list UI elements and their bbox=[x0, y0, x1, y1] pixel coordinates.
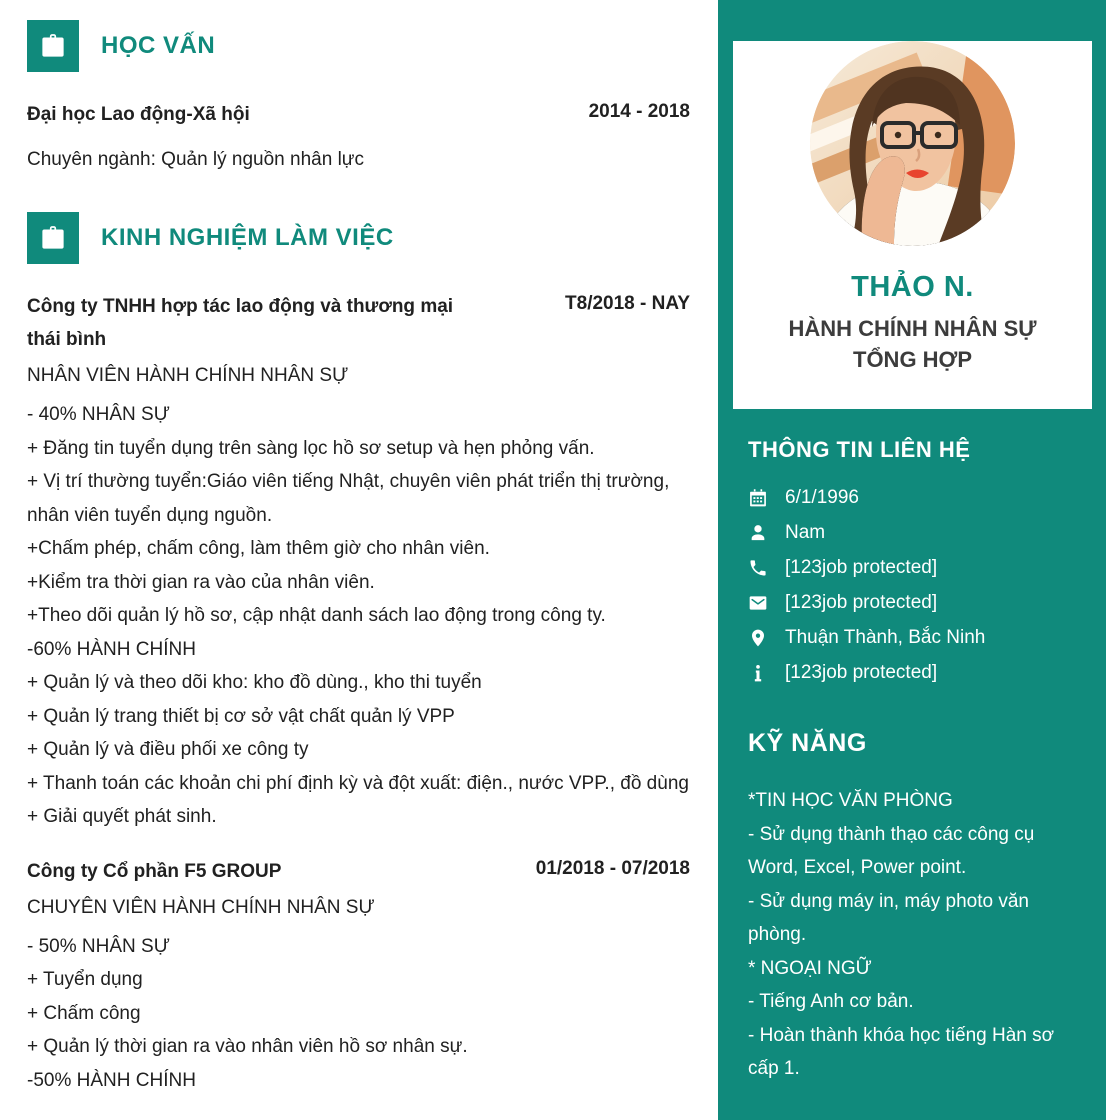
job-detail-line: + Quản lý trang thiết bị cơ sở vật chất quản lý VPP bbox=[27, 705, 455, 727]
education-major: Chuyên ngành: Quản lý nguồn nhân lực bbox=[27, 149, 365, 170]
contact-value: [123job protected] bbox=[785, 557, 938, 578]
job-detail-line: + Chấm công bbox=[27, 1002, 141, 1024]
skill-line: *TIN HỌC VĂN PHÒNG bbox=[748, 790, 953, 811]
info-icon bbox=[748, 663, 768, 683]
contact-value: [123job protected] bbox=[785, 662, 938, 683]
education-section bbox=[27, 20, 690, 172]
profile-photo bbox=[810, 41, 1015, 246]
company-name: Công ty Cổ phần F5 GROUP bbox=[27, 860, 282, 882]
contact-row-gender bbox=[748, 523, 1082, 543]
contact-value: Nam bbox=[785, 522, 826, 543]
job-detail-line: - 50% NHÂN SỰ bbox=[27, 935, 170, 957]
contact-row-birthday bbox=[748, 488, 1082, 508]
job-role: NHÂN VIÊN HÀNH CHÍNH NHÂN SỰ bbox=[27, 365, 349, 386]
profile-card bbox=[733, 41, 1092, 409]
calendar-icon bbox=[748, 488, 768, 508]
skill-line: - Sử dụng thành thạo các công cụ Word, Excel, Power point. bbox=[748, 823, 1035, 878]
contact-section bbox=[718, 409, 1106, 683]
skill-line: - Sử dụng máy in, máy photo văn phòng. bbox=[748, 890, 1029, 945]
job-detail-line: - 40% NHÂN SỰ bbox=[27, 404, 170, 425]
job-detail-line: + Quản lý và theo dõi kho: kho đồ dùng., kho thi tuyển bbox=[27, 672, 482, 693]
person-job-title: HÀNH CHÍNH NHÂN SỰ TỔNG HỢP bbox=[788, 316, 1037, 372]
briefcase-icon bbox=[27, 212, 79, 264]
job-detail-line: +Chấm phép, chấm công, làm thêm giờ cho nhân viên. bbox=[27, 538, 490, 559]
skill-line: * NGOẠI NGỮ bbox=[748, 957, 872, 979]
skills-heading: KỸ NĂNG bbox=[748, 729, 867, 757]
skills-section bbox=[718, 698, 1106, 1086]
phone-icon bbox=[748, 558, 768, 578]
job-detail-line: +Kiểm tra thời gian ra vào của nhân viên. bbox=[27, 571, 375, 593]
contact-value: 6/1/1996 bbox=[785, 487, 859, 508]
job-detail-line: + Giải quyết phát sinh. bbox=[27, 806, 217, 827]
job-detail-line: + Tuyển dụng bbox=[27, 969, 143, 990]
job-role: CHUYÊN VIÊN HÀNH CHÍNH NHÂN SỰ bbox=[27, 896, 375, 918]
job-detail-line: + Quản lý thời gian ra vào nhân viên hồ sơ nhân sự. bbox=[27, 1036, 468, 1057]
person-name: THẢO N. bbox=[851, 271, 974, 303]
job-detail-line: + Vị trí thường tuyển:Giáo viên tiếng Nhật, chuyên viên phát triển thị trường, nhân viên tuyển dụng nguồn. bbox=[27, 471, 670, 526]
job-entry bbox=[27, 290, 690, 834]
education-dates: 2014 - 2018 bbox=[588, 101, 690, 122]
experience-section-header bbox=[27, 212, 690, 264]
person-icon bbox=[748, 523, 768, 543]
job-detail-line: +Theo dõi quản lý hồ sơ, cập nhật danh sách lao động trong công ty. bbox=[27, 605, 606, 626]
contact-row-phone bbox=[748, 558, 1082, 578]
cv-sidebar bbox=[718, 0, 1106, 1120]
location-pin-icon bbox=[748, 628, 768, 648]
job-detail-line: + Quản lý và điều phối xe công ty bbox=[27, 739, 309, 760]
education-heading: HỌC VẤN bbox=[101, 32, 216, 59]
contact-row-address bbox=[748, 628, 1082, 648]
contact-row-info bbox=[748, 663, 1082, 683]
email-icon bbox=[748, 593, 768, 613]
contact-row-email bbox=[748, 593, 1082, 613]
job-dates: T8/2018 - NAY bbox=[565, 293, 690, 314]
school-name: Đại học Lao động-Xã hội bbox=[27, 104, 250, 125]
job-detail-line: + Đăng tin tuyển dụng trên sàng lọc hồ sơ setup và hẹn phỏng vấn. bbox=[27, 437, 595, 459]
job-entry bbox=[27, 855, 690, 1098]
skill-line: - Hoàn thành khóa học tiếng Hàn sơ cấp 1. bbox=[748, 1024, 1055, 1079]
job-detail-line: + Thanh toán các khoản chi phí định kỳ và đột xuất: điện., nước VPP., đồ dùng bbox=[27, 772, 689, 794]
job-detail-line: -50% HÀNH CHÍNH bbox=[27, 1069, 196, 1091]
education-entry bbox=[27, 98, 690, 131]
company-name: Công ty TNHH hợp tác lao động và thương mại thái bình bbox=[27, 296, 454, 350]
experience-section bbox=[27, 212, 690, 1097]
briefcase-icon bbox=[27, 20, 79, 72]
contact-value: Thuận Thành, Bắc Ninh bbox=[785, 627, 986, 648]
skill-line: - Tiếng Anh cơ bản. bbox=[748, 991, 914, 1012]
job-detail-line: -60% HÀNH CHÍNH bbox=[27, 638, 196, 660]
contact-value: [123job protected] bbox=[785, 592, 938, 613]
education-section-header bbox=[27, 20, 690, 72]
job-dates: 01/2018 - 07/2018 bbox=[535, 857, 690, 879]
contact-heading: THÔNG TIN LIÊN HỆ bbox=[748, 437, 971, 462]
experience-heading: KINH NGHIỆM LÀM VIỆC bbox=[101, 224, 394, 251]
